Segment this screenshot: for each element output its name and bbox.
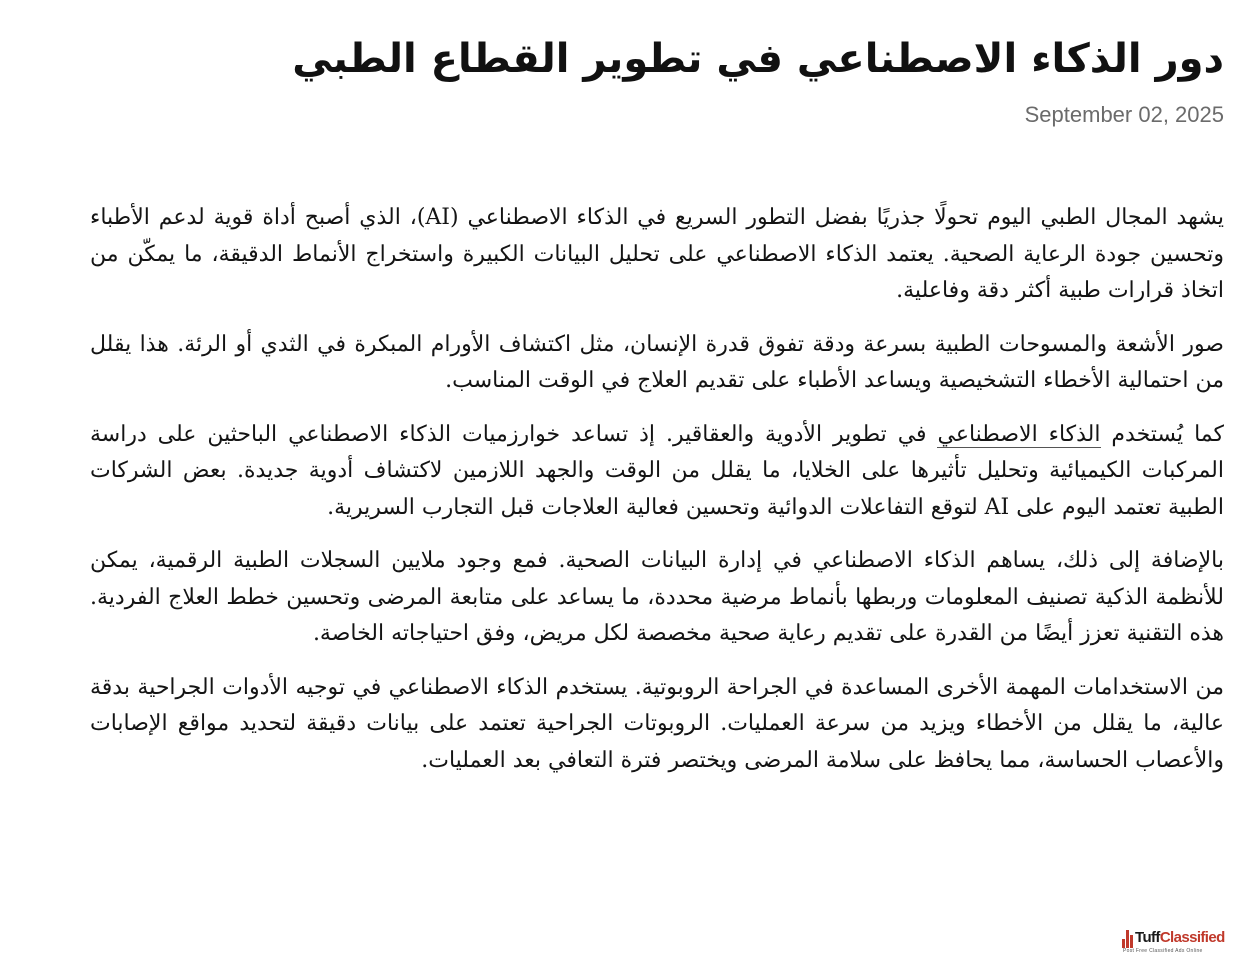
paragraph-intro: يشهد المجال الطبي اليوم تحولًا جذريًا بفضل التطور السريع في الذكاء الاصطناعي (AI)، الذي أصبح أداة قوية لدعم الأطباء وتحسين جودة الرعاية الصحية. يعتمد الذكاء الاصطناعي على تحليل البيانات الكبيرة واستخراج الأنماط الدقيقة، ما يمكّن من اتخاذ قرارات طبية أكثر دقة وفاعلية.: [90, 205, 1224, 303]
paragraph-text-end: في تطوير الأدوية والعقاقير. إذ تساعد خوارزميات الذكاء الاصطناعي الباحثين على دراسة المركبات الكيميائية وتحليل تأثيرها على الخلايا، ما يقلل من الوقت والجهد اللازمين لاكتشاف أدوية جديدة. بعض الشركات الطبية تعتمد اليوم على AI لتوقع التفاعلات الدوائية وتحسين فعالية العلاجات قبل التجارب السريرية.: [90, 421, 1224, 520]
publish-date: September 02, 2025: [1024, 102, 1224, 127]
logo-wordmark: [1135, 928, 1225, 948]
logo-word-tuff: Tuff: [1135, 929, 1160, 946]
paragraph-health-data: بالإضافة إلى ذلك، يساهم الذكاء الاصطناعي في إدارة البيانات الصحية. فمع وجود ملايين السجلات الطبية الرقمية، يمكن للأنظمة الذكية تصنيف المعلومات وربطها بأنماط مرضية محددة، ما يساعد على متابعة المرضى وتحسين خطط العلاج الفردية. هذه التقنية تعزز أيضًا من القدرة على تقديم رعاية صحية مخصصة لكل مريض، وفق احتياجاته الخاصة.: [90, 548, 1224, 646]
paragraph-text-start: كما يُستخدم: [1100, 421, 1225, 447]
article-title: دور الذكاء الاصطناعي في تطوير القطاع الطبي: [292, 36, 1224, 82]
article-body: [90, 200, 1224, 779]
paragraph-robotic-surgery: من الاستخدامات المهمة الأخرى المساعدة في الجراحة الروبوتية. يستخدم الذكاء الاصطناعي في توجيه الأدوات الجراحية بدقة عالية، ما يقلل من الأخطاء ويزيد من سرعة العمليات. الروبوتات الجراحية تعتمد على بيانات دقيقة لتحديد مواقع الإصابات والأعصاب الحساسة، مما يحافظ على سلامة المرضى ويختصر فترة التعافي بعد العمليات.: [90, 674, 1224, 773]
paragraph-imaging: صور الأشعة والمسوحات الطبية بسرعة ودقة تفوق قدرة الإنسان، مثل اكتشاف الأورام المبكرة في الثدي أو الرئة. هذا يقلل من احتمالية الأخطاء التشخيصية ويساعد الأطباء على تقديم العلاج في الوقت المناسب.: [90, 331, 1224, 393]
paragraph-drug-development: [90, 417, 1224, 527]
watermark-logo: [1122, 928, 1240, 956]
ai-inline-link[interactable]: الذكاء الاصطناعي: [937, 421, 1101, 447]
article: [90, 0, 1224, 796]
logo-word-classified: Classified: [1159, 929, 1225, 946]
logo-tagline: Post Free Classified Ads Online: [1123, 948, 1203, 954]
bar-chart-icon: [1122, 930, 1134, 948]
